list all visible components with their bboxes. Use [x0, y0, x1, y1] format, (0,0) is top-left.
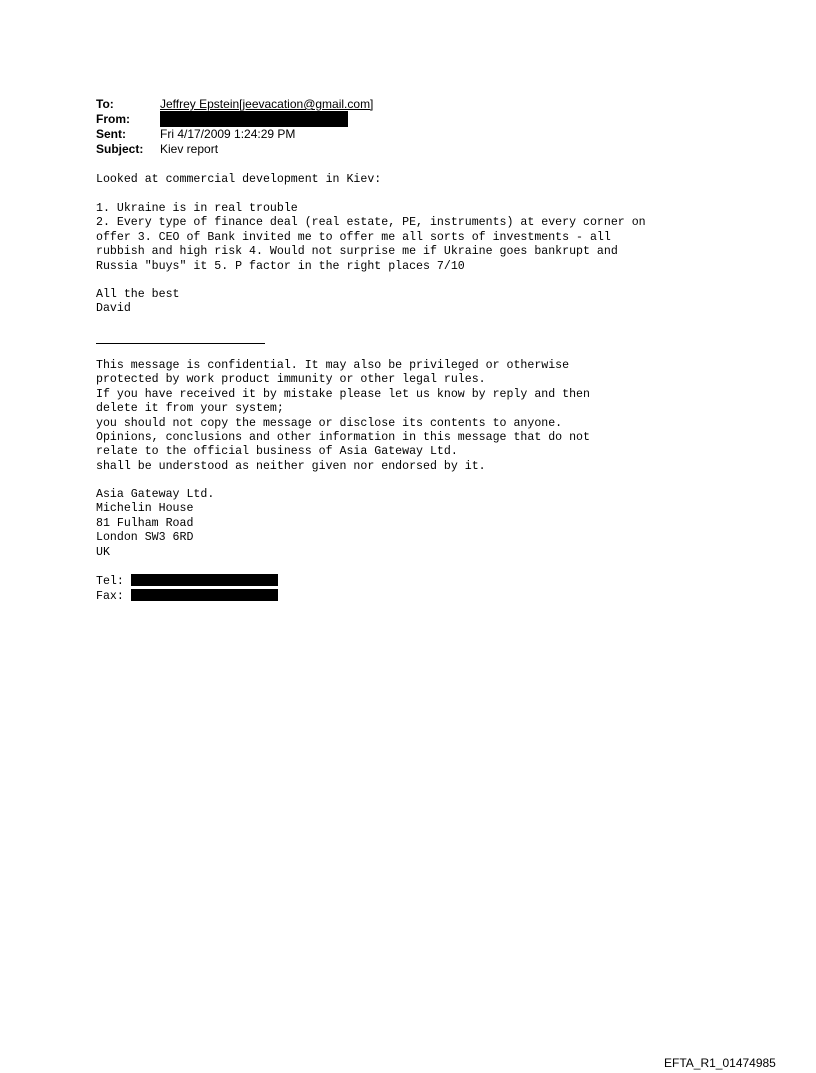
disclaimer-line: delete it from your system;	[96, 402, 284, 416]
disclaimer-line: you should not copy the message or disclose its contents to anyone.	[96, 416, 563, 430]
tel-redaction	[131, 574, 278, 586]
sent-label: Sent:	[96, 127, 126, 141]
point-line: 1. Ukraine is in real trouble	[96, 202, 298, 215]
address-line: Asia Gateway Ltd.	[96, 488, 215, 501]
email-header	[96, 97, 373, 157]
address-line: UK	[96, 545, 110, 559]
sent-value: Fri 4/17/2009 1:24:29 PM	[160, 127, 296, 141]
address-line: Michelin House	[96, 502, 194, 516]
disclaimer-line: If you have received it by mistake please let us know by reply and then	[96, 387, 590, 401]
disclaimer-line: Opinions, conclusions and other information in this message that do not	[96, 431, 590, 445]
fax-label: Fax:	[96, 590, 124, 604]
separator-line	[96, 343, 265, 344]
disclaimer-line: protected by work product immunity or other legal rules.	[96, 373, 486, 387]
disclaimer-line: relate to the official business of Asia Gateway Ltd.	[96, 445, 458, 459]
fax-row	[96, 589, 278, 604]
to-label: To:	[96, 97, 114, 111]
closing-line: All the best	[96, 288, 180, 301]
to-value[interactable]: Jeffrey Epstein[jeevacation@gmail.com]	[160, 97, 374, 111]
address-line: 81 Fulham Road	[96, 516, 194, 530]
body-points	[96, 202, 646, 274]
tel-row	[96, 574, 278, 589]
address-line: London SW3 6RD	[96, 531, 194, 545]
point-line: 2. Every type of finance deal (real estate, PE, instruments) at every corner on	[96, 216, 646, 230]
body-signoff	[96, 288, 180, 317]
disclaimer-line: shall be understood as neither given nor endorsed by it.	[96, 459, 486, 473]
subject-row	[96, 142, 373, 157]
sent-row	[96, 127, 373, 142]
from-row	[96, 112, 373, 127]
disclaimer-line: This message is confidential. It may also be privileged or otherwise	[96, 359, 570, 372]
tel-label: Tel:	[96, 575, 124, 588]
subject-value: Kiev report	[160, 142, 219, 156]
from-redaction	[160, 111, 348, 127]
signature-line: David	[96, 302, 131, 316]
point-line: rubbish and high risk 4. Would not surprise me if Ukraine goes bankrupt and	[96, 245, 618, 259]
fax-redaction	[131, 589, 278, 601]
contact-block	[96, 574, 278, 605]
body-intro: Looked at commercial development in Kiev:	[96, 173, 382, 186]
point-line: offer 3. CEO of Bank invited me to offer me all sorts of investments - all	[96, 230, 611, 244]
document-id: EFTA_R1_01474985	[664, 1056, 776, 1070]
from-label: From:	[96, 112, 130, 126]
point-line: Russia "buys" it 5. P factor in the right places 7/10	[96, 259, 465, 273]
disclaimer	[96, 359, 590, 474]
to-row	[96, 97, 373, 112]
subject-label: Subject:	[96, 142, 144, 156]
address-block	[96, 488, 214, 560]
